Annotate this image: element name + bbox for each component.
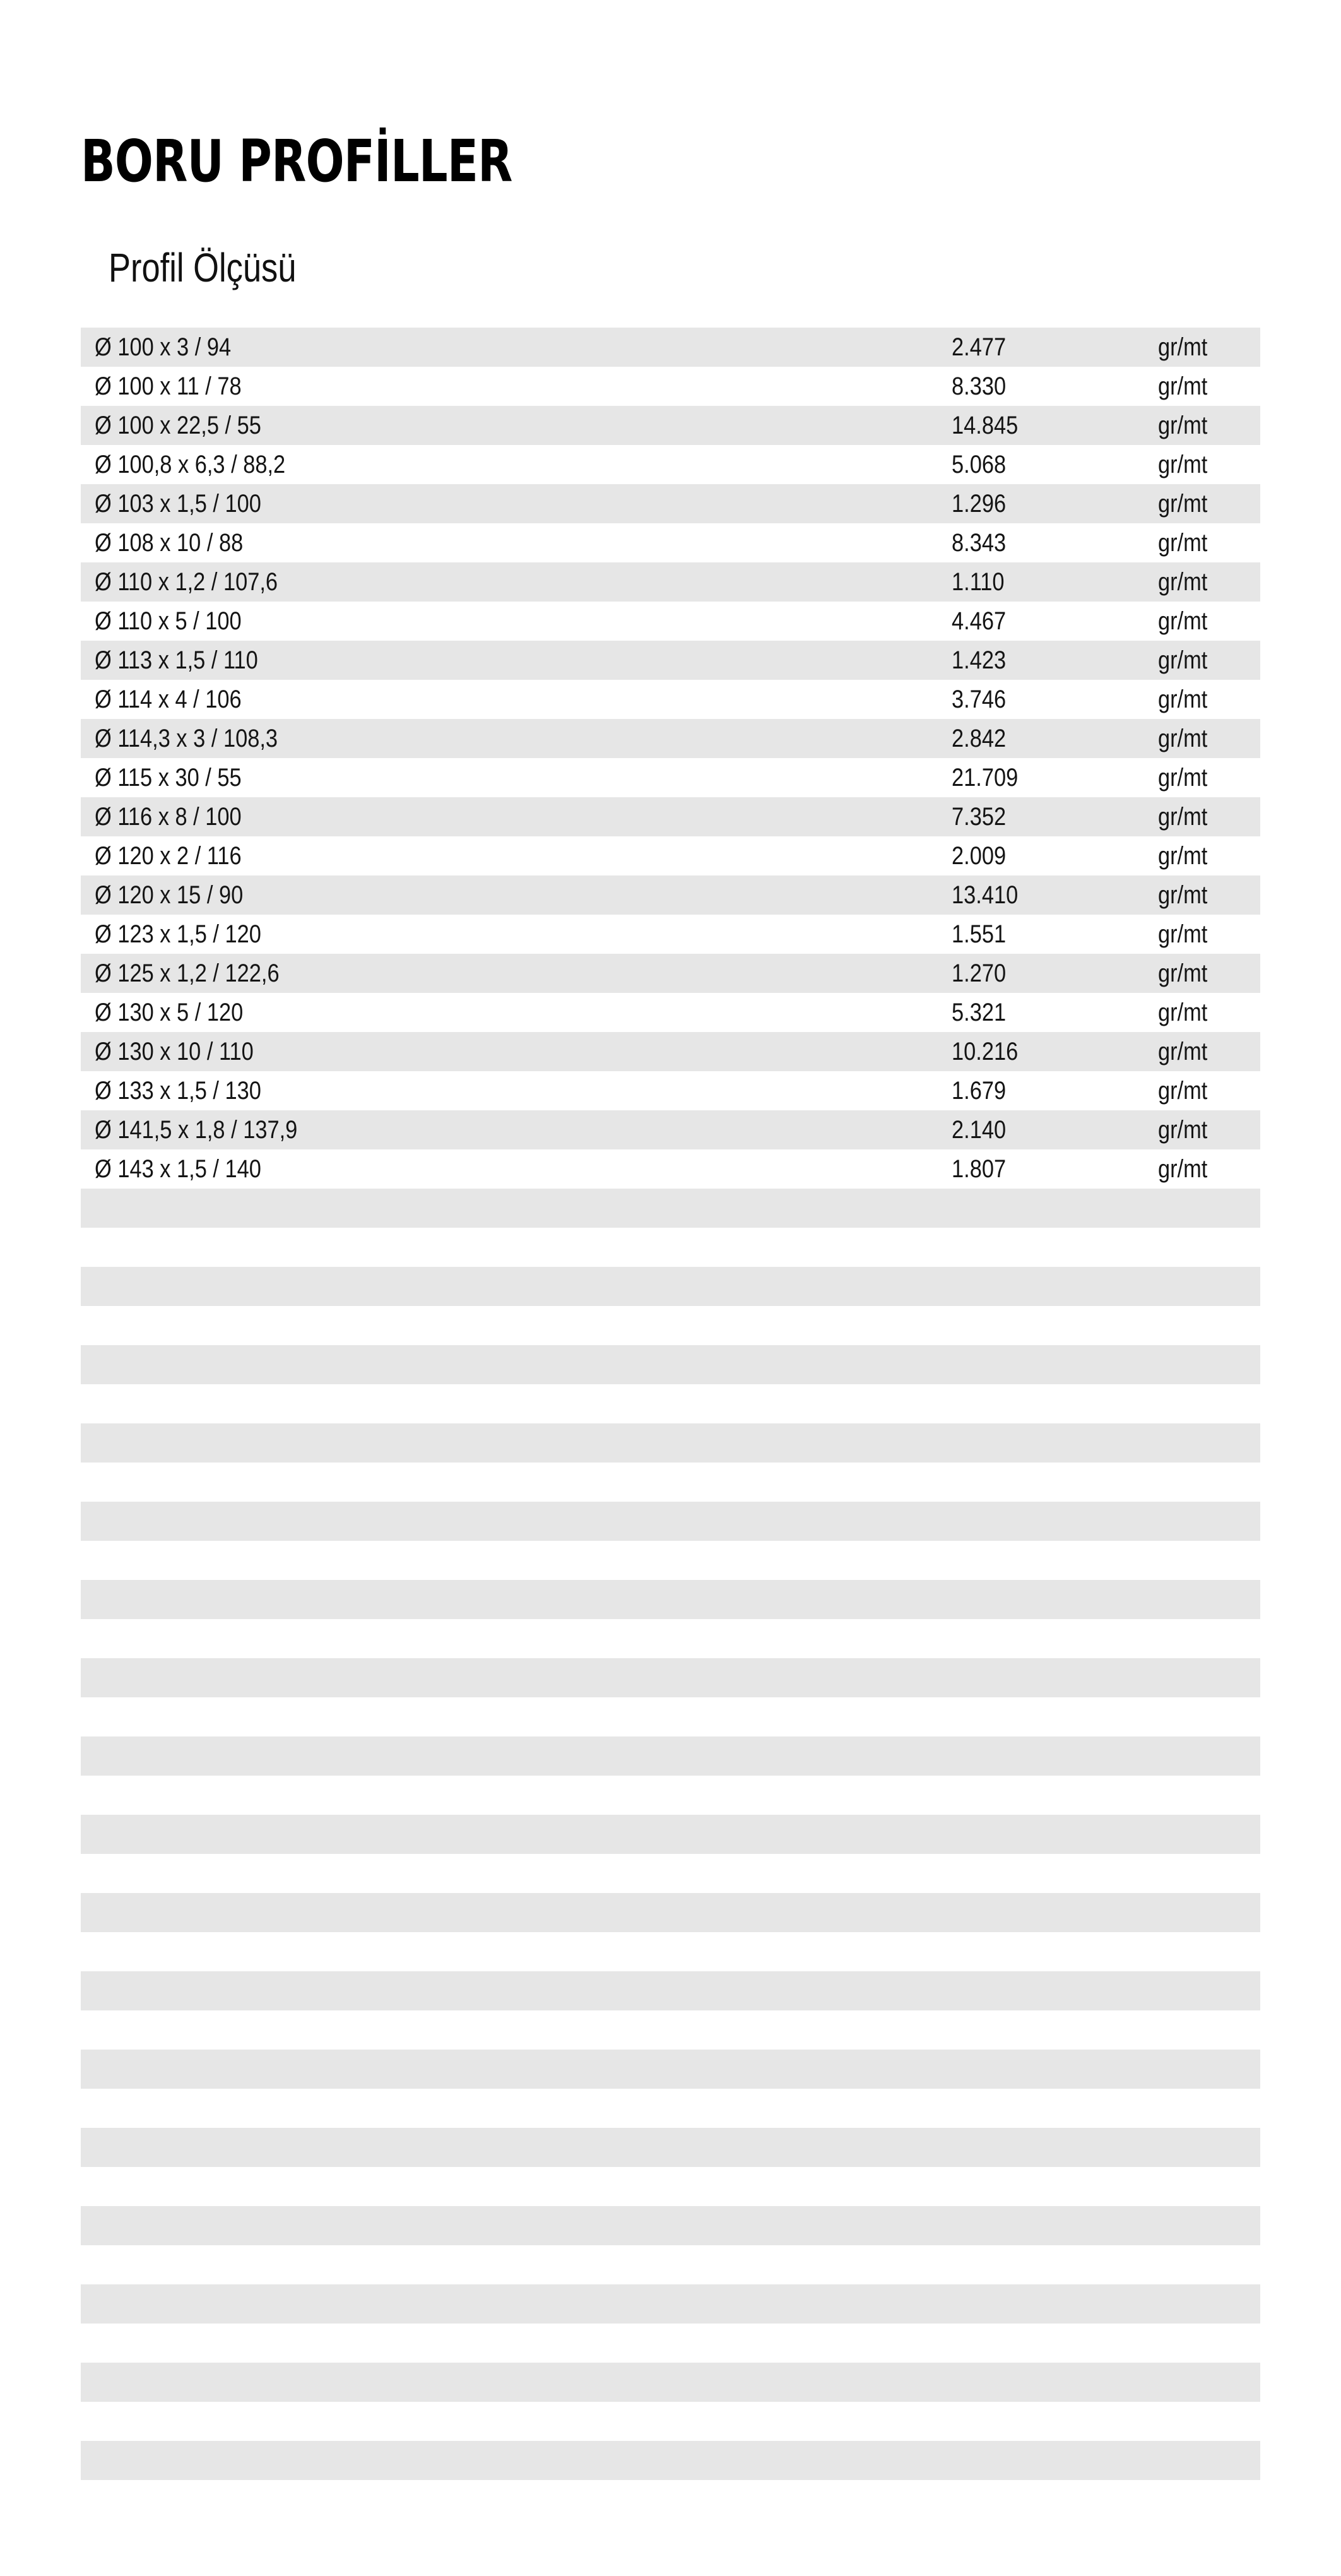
table-row: [81, 2167, 1260, 2206]
profile-size-cell: Ø 125 x 1,2 / 122,6: [95, 959, 280, 987]
table-row: [81, 484, 1260, 523]
unit-cell: gr/mt: [1158, 1116, 1208, 1144]
unit-cell: gr/mt: [1158, 959, 1208, 987]
profile-size-cell: Ø 114,3 x 3 / 108,3: [95, 725, 278, 752]
table-row: [81, 758, 1260, 797]
table-row: [81, 2089, 1260, 2128]
table-row: [81, 1110, 1260, 1149]
weight-value-cell: 14.845: [952, 412, 1019, 439]
table-row: [81, 2050, 1260, 2089]
weight-value-cell: 1.270: [952, 959, 1007, 987]
unit-cell: gr/mt: [1158, 881, 1208, 909]
table-row: [81, 562, 1260, 602]
unit-cell: gr/mt: [1158, 999, 1208, 1026]
table-row: [81, 2245, 1260, 2284]
weight-value-cell: 8.330: [952, 372, 1007, 400]
weight-value-cell: 2.842: [952, 725, 1007, 752]
table-row: [81, 1541, 1260, 1580]
table-row: [81, 523, 1260, 562]
profile-size-cell: Ø 110 x 5 / 100: [95, 607, 242, 635]
unit-cell: gr/mt: [1158, 607, 1208, 635]
table-row: [81, 719, 1260, 758]
unit-cell: gr/mt: [1158, 1038, 1208, 1065]
weight-value-cell: 10.216: [952, 1038, 1019, 1065]
unit-cell: gr/mt: [1158, 686, 1208, 713]
weight-value-cell: 2.140: [952, 1116, 1007, 1144]
weight-value-cell: 13.410: [952, 881, 1019, 909]
weight-value-cell: 1.679: [952, 1077, 1007, 1105]
weight-value-cell: 21.709: [952, 764, 1019, 792]
table-row: [81, 367, 1260, 406]
table-row: [81, 836, 1260, 875]
weight-value-cell: 2.009: [952, 842, 1007, 870]
table-row: [81, 1032, 1260, 1071]
weight-value-cell: 4.467: [952, 607, 1007, 635]
table-row: [81, 1189, 1260, 1228]
profile-size-cell: Ø 114 x 4 / 106: [95, 686, 242, 713]
table-row: [81, 797, 1260, 836]
weight-value-cell: 5.068: [952, 451, 1007, 478]
column-header-profile-size: Profil Ölçüsü: [109, 245, 297, 290]
unit-cell: gr/mt: [1158, 490, 1208, 518]
table-row: [81, 1736, 1260, 1776]
profile-size-cell: Ø 100,8 x 6,3 / 88,2: [95, 451, 286, 478]
table-row: [81, 680, 1260, 719]
profile-size-cell: Ø 100 x 22,5 / 55: [95, 412, 261, 439]
profile-table: [81, 328, 1260, 2480]
table-row: [81, 1697, 1260, 1736]
profile-size-cell: Ø 108 x 10 / 88: [95, 529, 244, 557]
table-row: [81, 1423, 1260, 1463]
profile-size-cell: Ø 103 x 1,5 / 100: [95, 490, 261, 518]
weight-value-cell: 1.551: [952, 920, 1007, 948]
table-row: [81, 1580, 1260, 1619]
table-row: [81, 602, 1260, 641]
weight-value-cell: 8.343: [952, 529, 1007, 557]
table-row: [81, 1658, 1260, 1697]
weight-value-cell: 7.352: [952, 803, 1007, 831]
table-row: [81, 2402, 1260, 2441]
profile-size-cell: Ø 130 x 10 / 110: [95, 1038, 254, 1065]
table-row: [81, 2010, 1260, 2050]
profile-size-cell: Ø 115 x 30 / 55: [95, 764, 242, 792]
unit-cell: gr/mt: [1158, 529, 1208, 557]
profile-size-cell: Ø 133 x 1,5 / 130: [95, 1077, 261, 1105]
table-row: [81, 1345, 1260, 1384]
table-row: [81, 1502, 1260, 1541]
table-row: [81, 2128, 1260, 2167]
profile-size-cell: Ø 141,5 x 1,8 / 137,9: [95, 1116, 298, 1144]
table-row: [81, 915, 1260, 954]
profile-size-cell: Ø 116 x 8 / 100: [95, 803, 242, 831]
page-title: BORU PROFİLLER: [81, 127, 512, 195]
profile-size-cell: Ø 130 x 5 / 120: [95, 999, 244, 1026]
unit-cell: gr/mt: [1158, 646, 1208, 674]
table-row: [81, 1619, 1260, 1658]
unit-cell: gr/mt: [1158, 568, 1208, 596]
table-row: [81, 993, 1260, 1032]
table-row: [81, 1971, 1260, 2010]
weight-value-cell: 5.321: [952, 999, 1007, 1026]
table-row: [81, 875, 1260, 915]
table-row: [81, 445, 1260, 484]
unit-cell: gr/mt: [1158, 1077, 1208, 1105]
table-row: [81, 328, 1260, 367]
unit-cell: gr/mt: [1158, 764, 1208, 792]
table-row: [81, 641, 1260, 680]
unit-cell: gr/mt: [1158, 372, 1208, 400]
profile-size-cell: Ø 120 x 2 / 116: [95, 842, 242, 870]
table-row: [81, 1306, 1260, 1345]
table-row: [81, 2441, 1260, 2480]
weight-value-cell: 1.110: [952, 568, 1005, 596]
table-row: [81, 2363, 1260, 2402]
weight-value-cell: 2.477: [952, 333, 1007, 361]
table-row: [81, 1776, 1260, 1815]
table-row: [81, 406, 1260, 445]
table-row: [81, 954, 1260, 993]
table-row: [81, 2324, 1260, 2363]
table-row: [81, 1932, 1260, 1971]
table-row: [81, 1071, 1260, 1110]
weight-value-cell: 1.423: [952, 646, 1007, 674]
table-row: [81, 1854, 1260, 1893]
table-row: [81, 1384, 1260, 1423]
table-row: [81, 1267, 1260, 1306]
profile-size-cell: Ø 143 x 1,5 / 140: [95, 1155, 261, 1183]
table-row: [81, 2284, 1260, 2324]
profile-size-cell: Ø 110 x 1,2 / 107,6: [95, 568, 278, 596]
unit-cell: gr/mt: [1158, 803, 1208, 831]
unit-cell: gr/mt: [1158, 725, 1208, 752]
table-row: [81, 1463, 1260, 1502]
weight-value-cell: 1.296: [952, 490, 1007, 518]
profile-size-cell: Ø 120 x 15 / 90: [95, 881, 244, 909]
unit-cell: gr/mt: [1158, 333, 1208, 361]
table-row: [81, 1893, 1260, 1932]
table-row: [81, 1149, 1260, 1189]
unit-cell: gr/mt: [1158, 412, 1208, 439]
table-row: [81, 2206, 1260, 2245]
weight-value-cell: 1.807: [952, 1155, 1007, 1183]
weight-value-cell: 3.746: [952, 686, 1007, 713]
profile-size-cell: Ø 113 x 1,5 / 110: [95, 646, 258, 674]
profile-size-cell: Ø 100 x 3 / 94: [95, 333, 232, 361]
profile-size-cell: Ø 100 x 11 / 78: [95, 372, 242, 400]
unit-cell: gr/mt: [1158, 842, 1208, 870]
profile-size-cell: Ø 123 x 1,5 / 120: [95, 920, 261, 948]
table-row: [81, 1228, 1260, 1267]
table-row: [81, 1815, 1260, 1854]
unit-cell: gr/mt: [1158, 920, 1208, 948]
unit-cell: gr/mt: [1158, 1155, 1208, 1183]
unit-cell: gr/mt: [1158, 451, 1208, 478]
